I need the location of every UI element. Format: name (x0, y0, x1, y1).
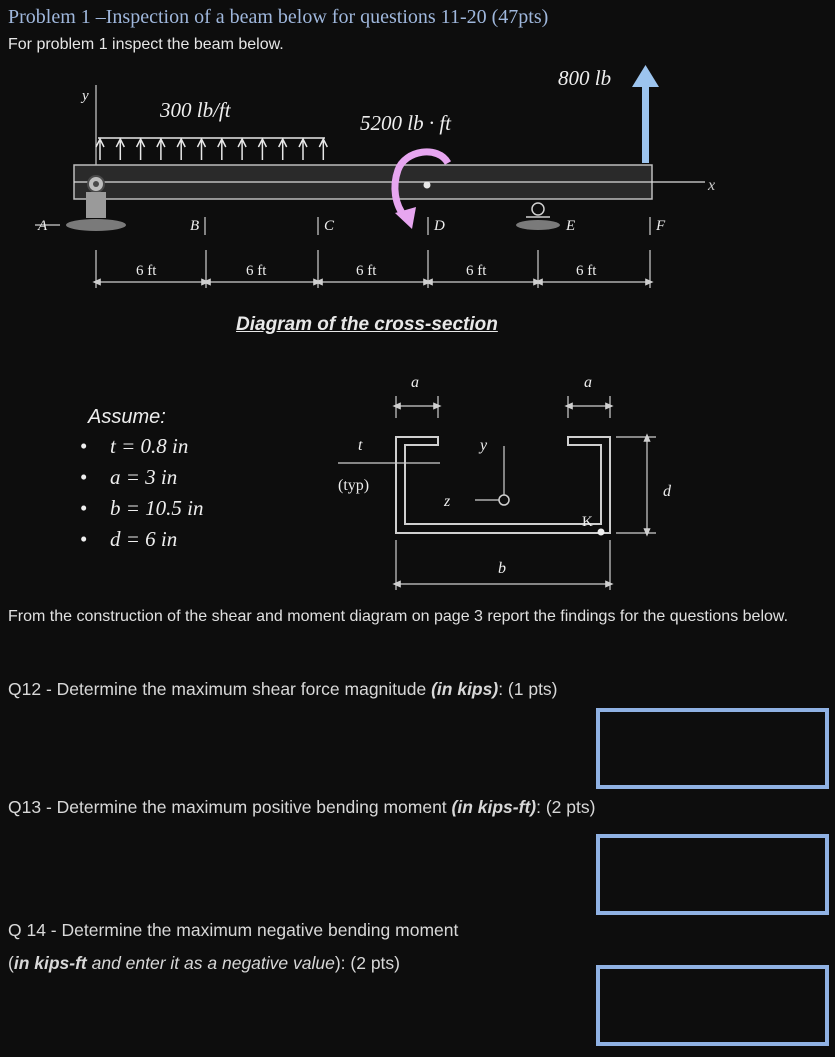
moment-label: 5200 lb · ft (360, 111, 452, 135)
q12-answer-box[interactable] (596, 708, 829, 789)
point-label-a: A (38, 218, 48, 234)
assumptions-heading: Assume: (88, 406, 166, 428)
q12-prefix: Q12 - Determine the maximum shear force magnitude (8, 679, 432, 699)
assumption-a: • a = 3 in (80, 462, 204, 493)
channel-section-outline (396, 437, 610, 533)
page-subtitle: For problem 1 inspect the beam below. (8, 36, 284, 53)
span-label-cd: 6 ft (356, 263, 377, 279)
axis-label-z: z (444, 493, 451, 510)
roller-support-e (516, 203, 560, 230)
span-label-bc: 6 ft (246, 263, 267, 279)
q13-points: : (2 pts) (536, 797, 596, 817)
q13-answer-box[interactable] (596, 834, 829, 915)
page-title: Problem 1 –Inspection of a beam below for questions 11-20 (47pts) (8, 6, 549, 28)
q14-answer-box[interactable] (596, 965, 829, 1046)
assumption-d: • d = 6 in (80, 524, 204, 555)
dim-label-t: t (358, 437, 363, 454)
q13-units: (in kips-ft) (451, 797, 537, 817)
x-axis-label: x (708, 177, 716, 194)
assumptions-list (88, 431, 204, 555)
q12-units: (in kips) (431, 679, 499, 699)
cross-section-title: Diagram of the cross-section (236, 314, 498, 335)
q12-points: : (1 pts) (498, 679, 558, 699)
dim-label-typ: (typ) (338, 477, 370, 494)
span-label-ef: 6 ft (576, 263, 597, 279)
point-k-marker (598, 529, 605, 536)
force-label: 800 lb (558, 66, 612, 90)
assumptions-block (88, 406, 204, 555)
beam-diagram (0, 55, 835, 300)
dim-label-a-left: a (411, 374, 419, 391)
span-label-ab: 6 ft (136, 263, 157, 279)
q14-points: ): (2 pts) (334, 953, 400, 973)
point-label-b: B (190, 218, 200, 234)
cross-section-diagram (320, 360, 700, 590)
question-12 (8, 679, 558, 700)
point-label-e: E (566, 218, 576, 234)
dim-label-a-right: a (584, 374, 592, 391)
q14-open: ( (8, 953, 14, 973)
moment-point-marker (424, 182, 431, 189)
span-label-de: 6 ft (466, 263, 487, 279)
assumption-t: • t = 0.8 in (80, 431, 204, 462)
y-axis-label: y (82, 88, 89, 104)
q14-instruction: and enter it as a negative value (86, 953, 335, 973)
q13-prefix: Q13 - Determine the maximum positive bending moment (8, 797, 452, 817)
point-label-d: D (434, 218, 445, 234)
assumption-b: • b = 10.5 in (80, 493, 204, 524)
axis-label-y: y (480, 437, 488, 454)
point-label-f: F (656, 218, 666, 234)
question-14-line2 (8, 953, 400, 974)
q14-units: in kips-ft (13, 953, 87, 973)
dim-label-b: b (498, 560, 506, 577)
question-14-line1: Q 14 - Determine the maximum negative bending moment (8, 920, 459, 940)
distributed-load-arrows (96, 138, 327, 160)
question-13 (8, 797, 595, 818)
point-force-arrow (632, 65, 659, 163)
dim-label-d: d (663, 483, 671, 500)
point-label-c: C (324, 218, 335, 234)
instructions-text: From the construction of the shear and moment diagram on page 3 report the findings for the questions below. (8, 608, 789, 625)
distributed-load-label: 300 lb/ft (160, 98, 231, 122)
centroid-marker (499, 495, 509, 505)
point-label-k: K (582, 514, 593, 530)
